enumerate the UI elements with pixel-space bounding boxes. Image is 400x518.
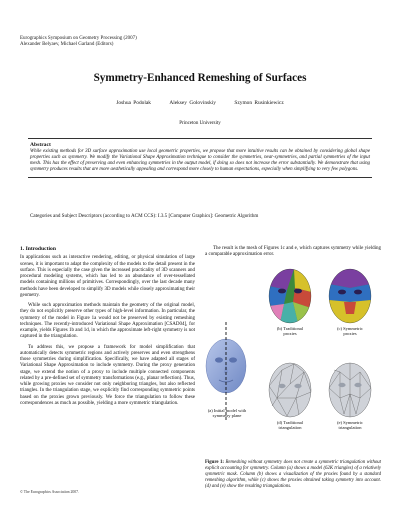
figure-1: [200, 258, 390, 448]
paragraph: To address this, we propose a framework for model simplification that automatically detects symmetric regions and actively preserves and even strengthens those symmetries during simplification. Specifically, we have adapted all stages of Variational Shape Approximation to include symmetry. During the proxy generation stage, we extend the notion of a proxy to include multiple connected components related by a pre-defined set of symmetry transformations (e.g., planar reflection). Thus, while growing proxies we consider not only neighboring triangles, but also reflected triangles. In the triangulation stage, we explicitly find corresponding symmetric points based on the proxies grown previously. We force the triangulation to follow these correspondences as much as possible, yielding a more symmetric triangulation.: [20, 344, 195, 406]
figure-label-d: (d) Traditional triangulation: [276, 420, 304, 431]
copyright-footer: © The Eurographics Association 2007.: [20, 490, 80, 494]
venue-header: [20, 36, 137, 49]
initial-model-mask: [206, 322, 246, 420]
author-name: Joshua Podolak: [116, 100, 151, 106]
abstract: [28, 138, 372, 178]
caption-label: Figure 1:: [205, 460, 224, 465]
acm-categories: Categories and Subject Descriptors (according to ACM CCS): I.3.5 [Computer Graphics]: Geometric Algorithm: [30, 213, 259, 219]
author-name: Aleksey Golovinskiy: [169, 100, 216, 106]
figure-label-a: (a) Initial model with symmetry plane: [207, 408, 247, 419]
figure-label-e: (e) Symmetric triangulation: [337, 420, 363, 431]
affiliation: Princeton University: [179, 121, 221, 126]
traditional-proxies-mask: [269, 269, 311, 323]
paper-title: Symmetry-Enhanced Remeshing of Surfaces: [93, 72, 307, 84]
section-heading: 1. Introduction: [20, 246, 56, 252]
paragraph: In applications such as interactive rendering, editing, or physical simulation of large scenes, it is important to adapt the complexity of the models to the detail present in the surface. This is especially the case given the increased practicality of 3D scanners and procedural modeling systems, which has led to an abundance of over-tessellated models containing millions of primitives. Correspondingly, over the last decade many methods have been developed to simplify 3D models while closely approximating their geometry.: [20, 255, 195, 298]
venue-line: Eurographics Symposium on Geometry Processing (2007): [20, 36, 137, 41]
paragraph: The result is the mesh of Figures 1c and e, which captures symmetry while yielding a comparable approximation error.: [205, 246, 381, 258]
editors-line: Alexander Belyaev, Michael Garland (Editors): [20, 42, 114, 48]
author-name: Szymon Rusinkiewicz: [234, 100, 284, 106]
figure-label-b: (b) Traditional proxies: [276, 326, 304, 337]
paragraph: While such approximation methods maintain the geometry of the original model, they do not explicitly preserve other types of high-level information. In particular, the symmetry of the model in Figure 1a would not be preserved by existing remeshing techniques. The recently-introduced Variational Shape Approximation [CSAD04], for example, yields Figures 1b and 1d, in which the approximate left-right symmetry is not captured in the triangulation.: [20, 303, 195, 340]
figure-caption: [205, 460, 381, 490]
traditional-triangulation-mask: [269, 363, 311, 417]
author-list: [0, 100, 400, 106]
figure-label-c: (c) Symmetric proxies: [337, 326, 363, 337]
abstract-heading: Abstract: [30, 142, 51, 148]
caption-text: Remeshing without symmetry does not create a symmetric triangulation without explicit accounting for symmetry. Column (a) shows a model (62K triangles) of a relatively symmetric mask. Column (b) shows a visualization of the proxies found by a standard remeshing algorithm, while (c) shows the proxies obtained taking symmetry into account. (d) and (e) show the resulting triangulations.: [205, 460, 381, 489]
symmetric-triangulation-mask: [329, 363, 371, 417]
abstract-text: While existing methods for 3D surface approximation use local geometric properties, we propose that more intuitive results can be obtained by considering global shape properties such as symmetry. We modify the Variational Shape Approximation technique to consider the symmetries, near-symmetries, and partial symmetries of the input mesh. This has the effect of preserving and even enhancing symmetries in the output model, if doing so does not increase the error substantially. We demonstrate that using symmetry produces results that are more aesthetically appealing and correspond more closely to human expectations, especially when simplifying to very few polygons.: [30, 149, 370, 172]
symmetric-proxies-mask: [329, 269, 371, 323]
left-column: [20, 246, 195, 411]
